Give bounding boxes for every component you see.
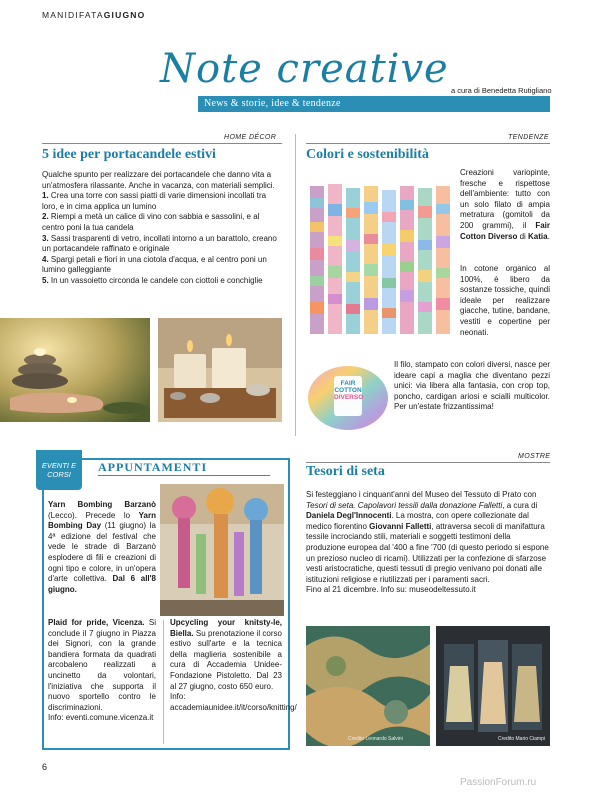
masthead-brand: MANIDIFATA (42, 10, 104, 20)
divider (42, 143, 282, 144)
kicker-tendenze: TENDENZE (508, 134, 549, 141)
article-body (42, 170, 282, 287)
event-info-link[interactable]: Info: accademiaunidee.it/it/corso/knitting/ (170, 692, 297, 712)
event-plaid-pride: Plaid for pride, Vicenza. Si conclude il 7 giugno in Piazza dei Signori, con la grande bandiera formata da quadrati arcobaleno realizzati a uncinetto da volontari, l'iniziativa che supporta il nuovo sportello contro le discriminazioni. Info: eventi.comune.vicenza.it (48, 618, 156, 723)
column-divider (163, 620, 164, 744)
eventi-tab: EVENTI E CORSI (36, 450, 82, 490)
list-item: 1. Crea una torre con sassi piatti di varie dimensioni incollati tra loro, e in cima applica un lumino (42, 191, 267, 211)
article-body: Creazioni variopinte, fresche e rispettose dell'ambiente: tutto con un solo filato di ampia metratura (gomitoli da 200 grammi), il Fair Cotton Diverso di Katia. (460, 168, 550, 241)
article-title: Colori e sostenibilità (306, 147, 429, 162)
list-item: 2. Riempi a metà un calice di vino con sabbia e sassolini, e al centro poni la tua candela (42, 212, 260, 232)
kicker-home-decor: HOME DÉCOR (224, 134, 277, 141)
silk-textile-photo (306, 626, 430, 746)
candle-stones-photo (0, 318, 150, 422)
event-upcycling: Upcycling your knitsty-le, Biella. Su prenotazione il corso estivo sull'arte e la tecnica della maglieria sostenibile a cura di Accademia Unidee-Fondazione Pistoletto. Dal 23 al 27 giugno, costo 650 euro. Info: accademiaunidee.it/it/corso/knitting/ (170, 618, 297, 712)
list-item: 4. Spargi petali e fiori in una ciotola d'acqua, e al centro poni un lumino galleggiante (42, 254, 267, 275)
article-body: Si festeggiano i cinquant'anni del Museo del Tessuto di Prato con Tesori di seta. Capolavori tessili dalla donazione Falletti, a cura di Daniela Degl'Innocenti. La mostra, con opere collezionate dal medico fiorentino Giovanni Falletti, attraversa secoli di manifattura tessile incrociando stili, materiali e soggetti testimoni della produzione europea dal '400 a fine '700 (di questo periodo si espone un prezioso nucleo di ricami). Utilizzati per la confezione di sfarzose vesti aristocratiche, questi tessuti di pregio venivano poi donati alle istituzioni religiose e riutilizzati per i paramenti sacri. Fino al 21 dicembre. Info su: museodeltessuto.it (306, 490, 549, 595)
article-body-2: In cotone organico al 100%, è libero da sostanze tossiche, quindi ideale per realizzare giacche, tutine, bandane, vestiti e copertine per neonati. (460, 264, 550, 337)
list-item: 3. Sassi trasparenti di vetro, incollati intorno a un barattolo, creano un portacandele raffinato e originale (42, 233, 277, 254)
yarn-bombing-photo (160, 484, 284, 616)
event-info-link[interactable]: Info: eventi.comune.vicenza.it (48, 713, 154, 723)
yarn-label-text: COTTON (334, 387, 362, 394)
divider (98, 475, 270, 476)
yarn-label-text: FAIR (340, 380, 356, 387)
section-title: Note creative (160, 46, 449, 92)
candle-tray-photo (158, 318, 282, 422)
article-info: Fino al 21 dicembre. Info su: museodeltessuto.it (306, 585, 476, 595)
kicker-mostre: MOSTRE (518, 453, 551, 460)
article-title: Tesori di seta (306, 464, 385, 479)
yarn-label-text: DIVERSO (334, 394, 364, 401)
page-number: 6 (42, 762, 48, 772)
yarn-swatches-photo (306, 178, 458, 346)
divider (306, 143, 550, 144)
masthead-month: GIUGNO (103, 10, 146, 20)
appuntamenti-title: APPUNTAMENTI (98, 460, 208, 474)
article-title: 5 idee per portacandele estivi (42, 147, 216, 162)
photo-credit: Credito Leonardo Salvini (348, 736, 403, 742)
yarn-ball-photo (306, 358, 390, 434)
list-item: 5. In un vassoietto circonda le candele con ciottoli e conchiglie (42, 275, 263, 285)
column-divider (295, 134, 296, 436)
photo-credit: Credito Mario Ciampi (498, 736, 545, 742)
section-band: News & storie, idee & tendenze (198, 96, 550, 112)
article-body-3: Il filo, stampato con colori diversi, nasce per ideare capi a maglia che diventano pezzi unici: via libera alla fantasia, con crop top, poncho, cardigan ariosi e scialli multicolor. Per un'estate frizzantissima! (394, 360, 550, 412)
divider (306, 462, 550, 463)
watermark: PassionForum.ru (460, 777, 537, 788)
article-intro: Qualche spunto per realizzare dei portacandele che danno vita a un'atmosfera rilassante. Anche in vacanza, con materiali semplici. (42, 170, 275, 190)
byline: a cura di Benedetta Rutigliano (451, 86, 552, 95)
event-yarn-bombing: Yarn Bombing Barzanò (Lecco). Precede lo Yarn Bombing Day (11 giugno) la 4ª edizione del festival che vede le strade di Barzanò esplodere di fili e creazioni di ogni tipo e colore, in un'opera d'arte collettiva. Dal 6 all'8 giugno. (48, 500, 156, 594)
museum-display-photo (436, 626, 550, 746)
masthead (42, 10, 145, 20)
